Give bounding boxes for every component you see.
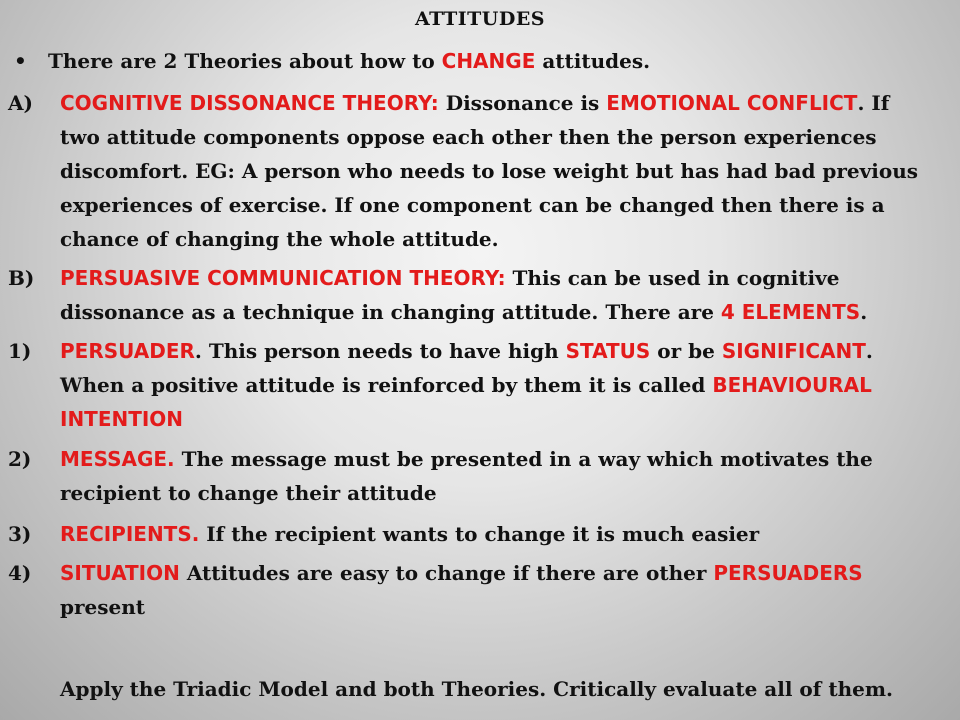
element-3-text-1: If the recipient wants to change it is much easier <box>199 522 760 546</box>
element-4-text-2: present <box>60 595 146 619</box>
intro-text-2: attitudes. <box>535 49 651 73</box>
theory-a-text-1: Dissonance is <box>438 91 607 115</box>
element-3-marker: 3) <box>8 522 32 546</box>
element-1-highlight-significant: SIGNIFICANT <box>721 339 866 363</box>
theory-a-marker: A) <box>8 91 33 115</box>
theory-b-text-2: . <box>860 300 868 324</box>
element-2-marker: 2) <box>8 447 32 471</box>
closing-text: Apply the Triadic Model and both Theories. Critically evaluate all of them. <box>60 677 893 701</box>
element-4-marker: 4) <box>8 561 32 585</box>
intro-highlight-change: CHANGE <box>441 49 536 73</box>
element-1-highlight-intention: BEHAVIOURAL INTENTION <box>60 373 872 431</box>
element-1-text-3: . When a positive attitude is reinforced by them it is called <box>60 339 873 397</box>
theory-a-text <box>60 86 932 256</box>
slide-title: ATTITUDES <box>414 8 546 30</box>
theory-a-heading: COGNITIVE DISSONANCE THEORY: <box>60 91 439 115</box>
element-1-highlight-status: STATUS <box>565 339 651 363</box>
intro-text-1: There are 2 Theories about how to <box>48 49 442 73</box>
intro-text <box>48 44 932 78</box>
element-4-heading: SITUATION <box>60 561 180 585</box>
element-2-heading: MESSAGE. <box>60 447 175 471</box>
theory-a-text-2: . If two attitude components oppose each other then the person experiences discomfort. EG: A person who needs to lose weight but has had bad previous experiences of exercise. If one component can be changed then there is a chance of changing the whole attitude. <box>60 91 919 251</box>
element-1-text-2: or be <box>650 339 722 363</box>
element-2-text-1: The message must be presented in a way which motivates the recipient to change their attitude <box>60 447 873 505</box>
theory-b-heading: PERSUASIVE COMMUNICATION THEORY: <box>60 266 506 290</box>
theory-b-text <box>60 261 932 329</box>
theory-a-highlight: EMOTIONAL CONFLICT <box>606 91 858 115</box>
element-1-marker: 1) <box>8 339 32 363</box>
theory-b-text-1: This can be used in cognitive dissonance as a technique in changing attitude. There are <box>60 266 840 324</box>
bullet-glyph: • <box>14 49 27 73</box>
element-1-text-1: . This person needs to have high <box>194 339 566 363</box>
element-1-text <box>60 334 932 436</box>
element-4-text <box>60 556 932 624</box>
element-3-text <box>60 517 932 551</box>
element-1-heading: PERSUADER <box>60 339 195 363</box>
element-4-text-1: Attitudes are easy to change if there are other <box>179 561 714 585</box>
theory-b-marker: B) <box>8 266 35 290</box>
theory-b-highlight: 4 ELEMENTS <box>720 300 861 324</box>
element-2-text <box>60 442 932 510</box>
element-3-heading: RECIPIENTS. <box>60 522 200 546</box>
element-4-highlight: PERSUADERS <box>713 561 863 585</box>
